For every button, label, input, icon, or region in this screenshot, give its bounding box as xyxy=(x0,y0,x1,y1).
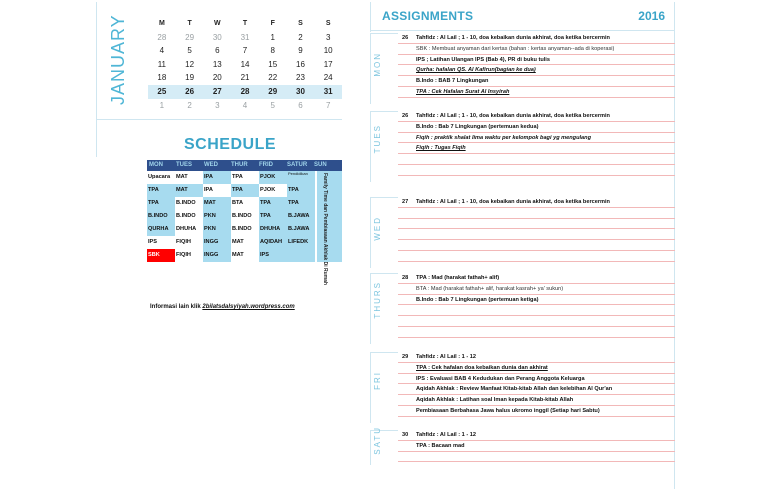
schedule-title: SCHEDULE xyxy=(184,136,277,153)
assignment-line xyxy=(398,384,675,395)
assignment-line xyxy=(398,154,675,165)
weekday-label: S xyxy=(325,20,331,27)
schedule-row xyxy=(147,249,317,262)
calendar-day[interactable]: 15 xyxy=(268,59,278,69)
calendar-day[interactable]: 4 xyxy=(242,100,248,110)
schedule-day-header: TUES xyxy=(176,162,193,168)
side-note-text: Family Time dan Pembiasaan Akhlak Di Rumah xyxy=(322,173,328,285)
schedule-body xyxy=(147,171,317,262)
assignment-text: IPS ; Latihan Ulangan IPS (Bab 4), PR di buku tulis xyxy=(416,56,550,63)
calendar-day[interactable]: 29 xyxy=(185,32,195,42)
weekday-label: F xyxy=(270,20,275,27)
schedule-cell: B.INDO xyxy=(147,210,175,223)
schedule-row xyxy=(147,171,317,184)
schedule-cell: TPA xyxy=(259,210,287,223)
assignment-line xyxy=(398,430,675,441)
assignment-text: Tahfidz : Al Lail ; 1 - 10, doa kebaikan dunia akhirat, doa ketika bercermin xyxy=(416,113,610,119)
schedule-cell: FIQIH xyxy=(175,236,203,249)
day-top-rule xyxy=(370,197,398,198)
assignment-line xyxy=(398,406,675,417)
calendar-day[interactable]: 24 xyxy=(323,73,333,83)
assignment-line xyxy=(398,111,675,122)
calendar-day[interactable]: 26 xyxy=(185,86,195,96)
assignment-text: Tahfidz : Al Lail : 1 - 12 xyxy=(416,354,476,360)
calendar-day[interactable]: 1 xyxy=(270,32,275,42)
day-label: FRI xyxy=(373,370,382,390)
calendar-day[interactable]: 5 xyxy=(187,46,192,56)
calendar-week-row xyxy=(148,85,342,99)
info-link[interactable]: 2bilatsdalsyiyah.wordpress.com xyxy=(202,304,295,310)
day-divider xyxy=(370,33,371,104)
info-line xyxy=(150,304,295,310)
schedule-cell: INGG xyxy=(203,236,231,249)
assignment-text: B.Indo : BAB 7 Lingkungan xyxy=(416,78,489,85)
assignment-text: Fiqih : praktik shalat lima waktu per kelompok bagi yg mengulang xyxy=(416,134,591,141)
calendar-day[interactable]: 20 xyxy=(212,73,222,83)
schedule-row xyxy=(147,236,317,249)
assignment-line xyxy=(398,374,675,385)
assignment-line xyxy=(398,143,675,154)
schedule-cell: TPA xyxy=(147,184,175,197)
weekday-label: M xyxy=(158,20,165,27)
schedule-cell: QURHA xyxy=(147,223,175,236)
schedule-day-header: SUN xyxy=(314,162,327,168)
assignment-text: Qurha: hafalan QS. Al Kafirun(bagian ke dua) xyxy=(416,67,536,74)
assignment-line xyxy=(398,76,675,87)
calendar-day[interactable]: 2 xyxy=(298,32,303,42)
assignment-date: 27 xyxy=(402,199,409,205)
calendar-grid xyxy=(148,17,342,112)
day-top-rule xyxy=(370,33,398,34)
panel-left-border xyxy=(370,2,371,32)
schedule-cell: TPA xyxy=(231,184,259,197)
assignment-text: Aqidah Akhlak : Review Manfaat Kitab-kitab Allah dan kelebihan Al Qur'an xyxy=(416,386,613,393)
assignment-text: Fiqih : Tugas Fiqih xyxy=(416,145,466,152)
schedule-cell: MAT xyxy=(203,197,231,210)
assignment-date: 26 xyxy=(402,35,409,41)
calendar-day[interactable]: 19 xyxy=(185,73,195,83)
assignments-panel xyxy=(370,2,675,489)
schedule-cell: IPA xyxy=(203,171,231,184)
assignment-line xyxy=(398,219,675,230)
assignment-line xyxy=(398,55,675,66)
calendar-day[interactable]: 27 xyxy=(212,86,222,96)
assignment-line xyxy=(398,284,675,295)
day-block-satu xyxy=(370,425,675,465)
schedule-day-header: WED xyxy=(204,162,218,168)
assignment-text: TPA : Mad (harakat fathah+ alif) xyxy=(416,275,500,281)
day-block-wed xyxy=(370,197,675,268)
calendar-schedule-panel xyxy=(96,2,342,489)
schedule-cell: IPS xyxy=(147,236,175,249)
day-label: MON xyxy=(373,51,382,77)
assignment-line xyxy=(398,165,675,176)
schedule-cell: FIQIH xyxy=(175,249,203,262)
schedule-cell: IPA xyxy=(203,184,231,197)
assignment-line xyxy=(398,305,675,316)
schedule-cell: PKN xyxy=(203,210,231,223)
calendar-day[interactable]: 29 xyxy=(268,86,278,96)
mini-calendar xyxy=(96,2,342,120)
assignment-text: B.Indo : Bab 7 Lingkungan (pertemuan ketiga) xyxy=(416,296,539,303)
assignment-date: 26 xyxy=(402,113,409,119)
schedule-side-note xyxy=(317,171,342,285)
calendar-day[interactable]: 9 xyxy=(298,46,303,56)
schedule-cell: AQIDAH xyxy=(259,236,287,249)
calendar-day[interactable]: 10 xyxy=(323,46,333,56)
schedule-cell: Pendidikan xyxy=(287,171,315,184)
schedule-cell: DHUHA xyxy=(175,223,203,236)
calendar-week-row xyxy=(148,58,342,72)
schedule-row xyxy=(147,210,317,223)
assignment-line xyxy=(398,441,675,452)
weekday-label: W xyxy=(213,20,221,27)
calendar-day[interactable]: 7 xyxy=(325,100,331,110)
calendar-day[interactable]: 12 xyxy=(185,59,195,69)
assignment-line xyxy=(398,33,675,44)
day-label: THURS xyxy=(373,280,382,319)
schedule-cell: IPS xyxy=(259,249,287,262)
assignment-line xyxy=(398,208,675,219)
schedule-cell: TPA xyxy=(231,171,259,184)
calendar-day[interactable]: 7 xyxy=(242,46,248,56)
assignment-date: 28 xyxy=(402,275,409,281)
schedule-day-header: FRID xyxy=(259,162,273,168)
calendar-day[interactable]: 13 xyxy=(212,59,222,69)
schedule-cell: MAT xyxy=(231,249,259,262)
schedule-cell xyxy=(287,249,315,262)
assignment-line xyxy=(398,295,675,306)
calendar-day[interactable]: 1 xyxy=(159,100,165,110)
day-label: TUES xyxy=(373,124,382,154)
calendar-week-row xyxy=(148,71,342,85)
schedule-cell: PKN xyxy=(203,223,231,236)
schedule-cell: B.INDO xyxy=(231,210,259,223)
calendar-day[interactable]: 21 xyxy=(240,73,250,83)
weekday-label: T xyxy=(187,20,192,27)
calendar-day[interactable]: 17 xyxy=(323,59,333,69)
schedule-table xyxy=(147,160,342,285)
schedule-cell: B.JAWA xyxy=(287,223,315,236)
schedule-cell: B.JAWA xyxy=(287,210,315,223)
schedule-row xyxy=(147,223,317,236)
calendar-day[interactable]: 8 xyxy=(270,46,275,56)
assignment-text: Aqidah Akhlak : Latihan soal Iman kepada Kitab-kitab Allah xyxy=(416,397,574,404)
calendar-day[interactable]: 31 xyxy=(323,86,333,96)
assignment-line xyxy=(398,327,675,338)
schedule-cell: DHUHA xyxy=(259,223,287,236)
calendar-day[interactable]: 30 xyxy=(296,86,305,96)
calendar-week-row xyxy=(148,31,342,45)
assignment-line xyxy=(398,363,675,374)
schedule-cell: SBK xyxy=(147,249,175,262)
assignment-text: TPA : Bacaan mad xyxy=(416,442,465,449)
schedule-day-header: THUR xyxy=(231,162,248,168)
calendar-day[interactable]: 6 xyxy=(215,46,220,56)
assignment-text: SBK : Membuat anyaman dari kertas (bahan : kertas anyaman--ada di koperasi) xyxy=(416,45,615,52)
assignment-lines xyxy=(398,352,675,417)
assignment-line xyxy=(398,122,675,133)
calendar-day[interactable]: 4 xyxy=(159,46,165,56)
schedule-cell: BTA xyxy=(231,197,259,210)
assignment-date: 30 xyxy=(402,432,409,438)
calendar-day[interactable]: 28 xyxy=(240,86,250,96)
day-top-rule xyxy=(370,273,398,274)
calendar-week-row xyxy=(148,99,342,113)
day-block-tues xyxy=(370,111,675,182)
day-block-fri xyxy=(370,352,675,423)
schedule-cell: B.INDO xyxy=(175,210,203,223)
assignment-line xyxy=(398,197,675,208)
schedule-row xyxy=(147,184,317,197)
schedule-cell: PJOK xyxy=(259,171,287,184)
schedule-cell: PJOK xyxy=(259,184,287,197)
assignment-line xyxy=(398,87,675,98)
schedule-row xyxy=(147,197,317,210)
schedule-day-header: SATUR xyxy=(287,162,308,168)
calendar-day[interactable]: 14 xyxy=(240,59,250,69)
day-divider xyxy=(370,111,371,182)
assignment-text: IPS : Evaluasi BAB 4 Kedudukan dan Perang Anggota Keluarga xyxy=(416,375,585,382)
schedule-day-header: MON xyxy=(149,162,163,168)
assignment-text: BTA : Mad (harakat fathah+ alif, harakat kasrah+ ya' sukun) xyxy=(416,285,564,292)
schedule-cell: LIFEDK xyxy=(287,236,315,249)
weekday-header-row xyxy=(148,17,342,31)
calendar-day[interactable]: 31 xyxy=(240,32,250,42)
assignment-line xyxy=(398,352,675,363)
assignment-lines xyxy=(398,33,675,98)
calendar-day[interactable]: 3 xyxy=(325,32,331,42)
assignment-line xyxy=(398,452,675,463)
assignment-text: Tahfidz : Al Lail : 1 - 12 xyxy=(416,432,476,438)
day-block-mon xyxy=(370,33,675,104)
assignment-text: TPA : Cek hafalan doa kebaikan dunia dan akhirat xyxy=(416,364,548,371)
calendar-day[interactable]: 16 xyxy=(296,59,305,69)
calendar-day[interactable]: 2 xyxy=(187,100,192,110)
schedule-cell: INGG xyxy=(203,249,231,262)
calendar-day[interactable]: 11 xyxy=(157,59,167,69)
month-label: JANUARY xyxy=(108,14,128,105)
day-label: WED xyxy=(373,215,382,241)
schedule-cell: MAT xyxy=(175,184,203,197)
schedule-cell: B.INDO xyxy=(175,197,203,210)
assignment-line xyxy=(398,240,675,251)
schedule-cell: TPA xyxy=(259,197,287,210)
schedule-cell: B.INDO xyxy=(231,223,259,236)
assignments-title: ASSIGNMENTS xyxy=(382,9,474,23)
assignment-lines xyxy=(398,111,675,176)
assignment-text: Tahfidz : Al Lail ; 1 - 10, doa kebaikan dunia akhirat, doa ketika bercermin xyxy=(416,199,610,205)
schedule-cell: MAT xyxy=(231,236,259,249)
day-top-rule xyxy=(370,111,398,112)
assignment-line xyxy=(398,229,675,240)
assignment-line xyxy=(398,316,675,327)
assignment-date: 29 xyxy=(402,354,409,360)
year-label: 2016 xyxy=(638,9,665,23)
calendar-day[interactable]: 3 xyxy=(215,100,220,110)
assignment-line xyxy=(398,251,675,262)
schedule-cell: Upacara xyxy=(147,171,175,184)
assignment-line xyxy=(398,44,675,55)
info-text: Informasi lain klik xyxy=(150,304,203,310)
calendar-day[interactable]: 18 xyxy=(157,73,167,83)
schedule-cell: TPA xyxy=(287,184,315,197)
schedule-header xyxy=(147,160,342,171)
day-divider xyxy=(370,197,371,268)
day-top-rule xyxy=(370,352,398,353)
calendar-day[interactable]: 25 xyxy=(157,86,167,96)
assignment-text: B.Indo : Bab 7 Lingkungan (pertemuan kedua) xyxy=(416,123,539,130)
assignment-line xyxy=(398,133,675,144)
assignment-line xyxy=(398,395,675,406)
assignment-text: TPA : Cek Hafalan Surat Al Insyirah xyxy=(416,88,510,95)
day-divider xyxy=(370,352,371,423)
assignment-lines xyxy=(398,273,675,338)
calendar-day[interactable]: 23 xyxy=(296,73,305,83)
day-divider xyxy=(370,430,371,465)
weekday-label: T xyxy=(242,20,248,27)
assignment-lines xyxy=(398,430,675,462)
calendar-day[interactable]: 28 xyxy=(157,32,167,42)
calendar-week-row xyxy=(148,44,342,58)
weekday-label: S xyxy=(298,20,303,27)
day-label: SATU xyxy=(373,425,382,455)
calendar-day[interactable]: 22 xyxy=(268,73,278,83)
schedule-cell: MAT xyxy=(175,171,203,184)
header-rule xyxy=(370,30,675,31)
day-divider xyxy=(370,273,371,344)
schedule-cell: TPA xyxy=(287,197,315,210)
assignment-line xyxy=(398,65,675,76)
day-block-thurs xyxy=(370,273,675,344)
calendar-day[interactable]: 6 xyxy=(298,100,303,110)
assignment-lines xyxy=(398,197,675,262)
assignment-line xyxy=(398,273,675,284)
assignment-text: Pembiasaan Berbahasa Jawa halus ukromo inggil (Setiap hari Sabtu) xyxy=(416,407,600,414)
calendar-day[interactable]: 5 xyxy=(270,100,275,110)
schedule-cell: TPA xyxy=(147,197,175,210)
calendar-day[interactable]: 30 xyxy=(212,32,222,42)
assignment-text: Tahfidz : Al Lail ; 1 - 10, doa kebaikan dunia akhirat, doa ketika bercermin xyxy=(416,35,610,41)
